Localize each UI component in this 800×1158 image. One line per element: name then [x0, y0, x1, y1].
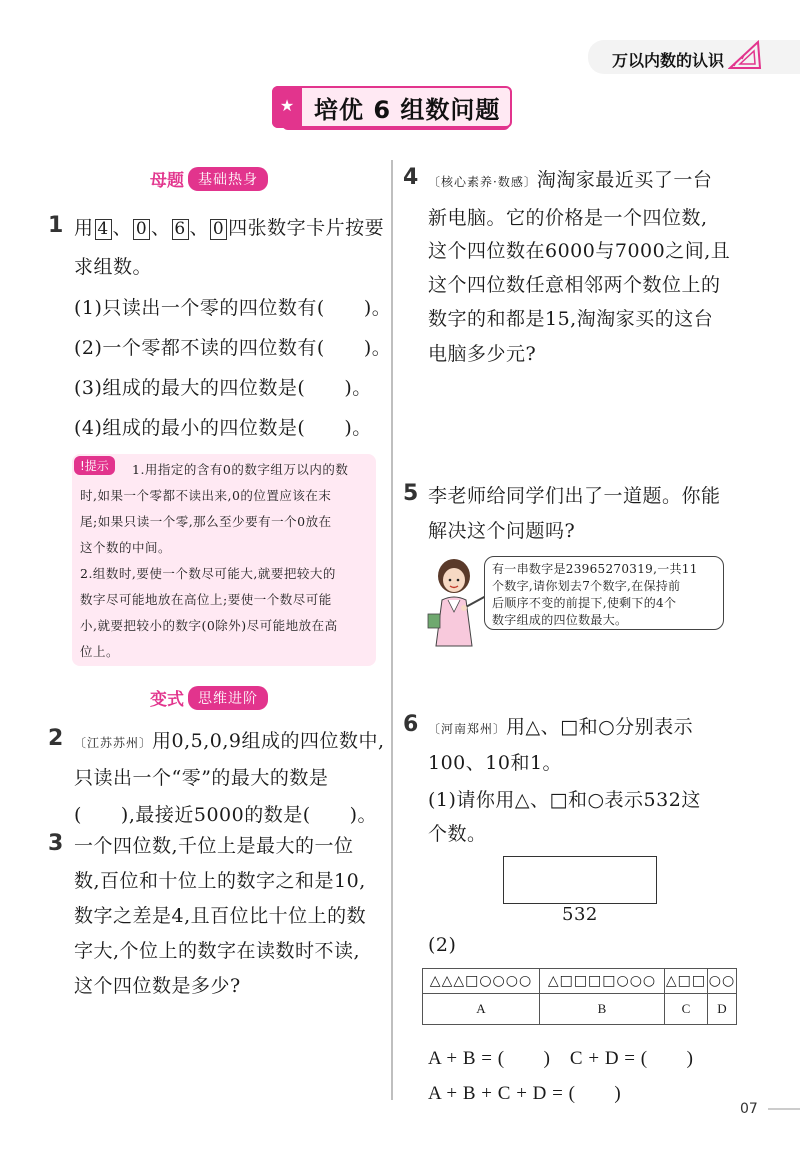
tip-line: 这个数的中间。	[80, 540, 172, 555]
q3-line: 数,百位和十位上的数字之和是10,	[74, 870, 366, 892]
section-mother-badge: 基础热身	[188, 167, 268, 191]
chapter-title: 万以内数的认识	[612, 51, 725, 70]
label-cell: A	[423, 994, 540, 1025]
q6-part2: (2)	[428, 934, 457, 956]
answer-box[interactable]	[503, 856, 657, 904]
page-number-line	[768, 1108, 800, 1110]
section-mother	[150, 166, 268, 190]
q4-number: 4	[403, 165, 419, 190]
q6-line: (1)请你用△、□和○表示532这	[428, 789, 701, 811]
q1-sep: 、	[189, 217, 210, 239]
symbol-cell: △□□□□○○○	[540, 969, 665, 994]
q5-number: 5	[403, 481, 419, 506]
q1-item-2: (2)一个零都不读的四位数有( )。	[74, 337, 392, 359]
tip-line: 时,如果一个零都不读出来,0的位置应该在末	[80, 488, 332, 503]
q5-line: 李老师给同学们出了一道题。你能	[428, 485, 721, 507]
page-number: 07	[740, 1101, 758, 1117]
q1-item-3: (3)组成的最大的四位数是( )。	[74, 377, 372, 399]
label-cell: B	[540, 994, 665, 1025]
tip-line: 位上。	[80, 644, 120, 659]
q6-line: 100、10和1。	[428, 752, 563, 774]
q2-line3: ( ),最接近5000的数是( )。	[74, 804, 378, 826]
q2-line1	[74, 726, 385, 753]
q6-equation-1: A + B = ( ) C + D = ( )	[428, 1048, 694, 1069]
q3-line: 数字之差是4,且百位比十位上的数	[74, 905, 367, 927]
q1-sep: 、	[151, 217, 171, 239]
tip-line: 2.组数时,要使一个数尽可能大,就要把较大的	[80, 566, 336, 581]
bubble-line: 个数字,请你划去7个数字,在保持前	[492, 579, 681, 593]
q4-tag: 〔核心素养·数感〕	[428, 175, 537, 189]
q1-line1	[74, 213, 384, 240]
symbol-table	[422, 968, 737, 1025]
q4-line: 数字的和都是15,淘淘家买的这台	[428, 308, 714, 330]
section-mother-label: 母题	[150, 171, 184, 191]
digit-card: 4	[95, 219, 112, 240]
q6-text: 用△、□和○分别表示	[506, 716, 694, 738]
q1-line2: 求组数。	[74, 256, 153, 278]
q2-text: 用0,5,0,9组成的四位数中,	[152, 730, 385, 752]
q5-line: 解决这个问题吗?	[428, 520, 576, 542]
symbol-cell: △□□	[665, 969, 708, 994]
q1-number: 1	[48, 213, 64, 238]
q6-line: 个数。	[428, 823, 487, 845]
tip-line: 1.用指定的含有0的数字组万以内的数	[132, 462, 349, 477]
teacher-illustration	[424, 556, 488, 652]
q2-tag: 〔江苏苏州〕	[74, 736, 153, 750]
bubble-line: 后顺序不变的前提下,使剩下的4个	[492, 596, 677, 610]
section-variant	[150, 685, 268, 709]
section-variant-label: 变式	[150, 690, 184, 710]
digit-card: 0	[210, 219, 227, 240]
q4-line: 这个四位数任意相邻两个数位上的	[428, 274, 721, 296]
label-cell: C	[665, 994, 708, 1025]
symbol-cell: △△△□○○○○	[423, 969, 540, 994]
column-divider	[391, 160, 393, 1100]
q6-equation-2: A + B + C + D = ( )	[428, 1083, 622, 1104]
q3-line: 这个四位数是多少?	[74, 975, 241, 997]
q3-number: 3	[48, 831, 64, 856]
q3-line: 一个四位数,千位上是最大的一位	[74, 835, 354, 857]
bubble-line: 数字组成的四位数最大。	[492, 613, 628, 627]
q1-pre: 用	[74, 217, 94, 239]
answer-box-label: 532	[562, 904, 598, 925]
q2-number: 2	[48, 726, 64, 751]
q1-post: 四张数字卡片按要	[228, 217, 385, 239]
star-icon: ★	[279, 96, 295, 115]
q2-line2: 只读出一个“零”的最大的数是	[74, 767, 329, 789]
tip-line: 小,就要把较小的数字(0除外)尽可能地放在高	[80, 618, 338, 633]
q1-item-1: (1)只读出一个零的四位数有( )。	[74, 297, 392, 319]
q3-line: 字大,个位上的数字在读数时不读,	[74, 940, 361, 962]
q1-item-4: (4)组成的最小的四位数是( )。	[74, 417, 372, 439]
digit-card: 0	[133, 219, 150, 240]
page-title: 培优 6 组数问题	[314, 96, 501, 124]
digit-card: 6	[172, 219, 189, 240]
bubble-line: 有一串数字是23965270319,一共11	[492, 562, 698, 576]
q4-text: 淘淘家最近买了一台	[536, 169, 713, 191]
ruler-icon	[728, 40, 762, 70]
q1-sep: 、	[112, 217, 133, 239]
tip-line: 数字尽可能地放在高位上;要使一个数尽可能	[80, 592, 332, 607]
symbol-cell: ○○	[708, 969, 737, 994]
section-variant-badge: 思维进阶	[188, 686, 268, 710]
q4-line: 新电脑。它的价格是一个四位数,	[428, 207, 708, 229]
tip-badge: !提示	[74, 456, 115, 475]
q6-tag: 〔河南郑州〕	[428, 722, 507, 736]
q6-number: 6	[403, 712, 419, 737]
q4-line: 电脑多少元?	[428, 343, 537, 365]
q4-line1	[428, 165, 712, 192]
title-star-badge	[272, 86, 302, 128]
tip-line: 尾;如果只读一个零,那么至少要有一个0放在	[80, 514, 332, 529]
label-cell: D	[708, 994, 737, 1025]
q6-line1	[428, 712, 693, 739]
q4-line: 这个四位数在6000与7000之间,且	[428, 240, 731, 262]
